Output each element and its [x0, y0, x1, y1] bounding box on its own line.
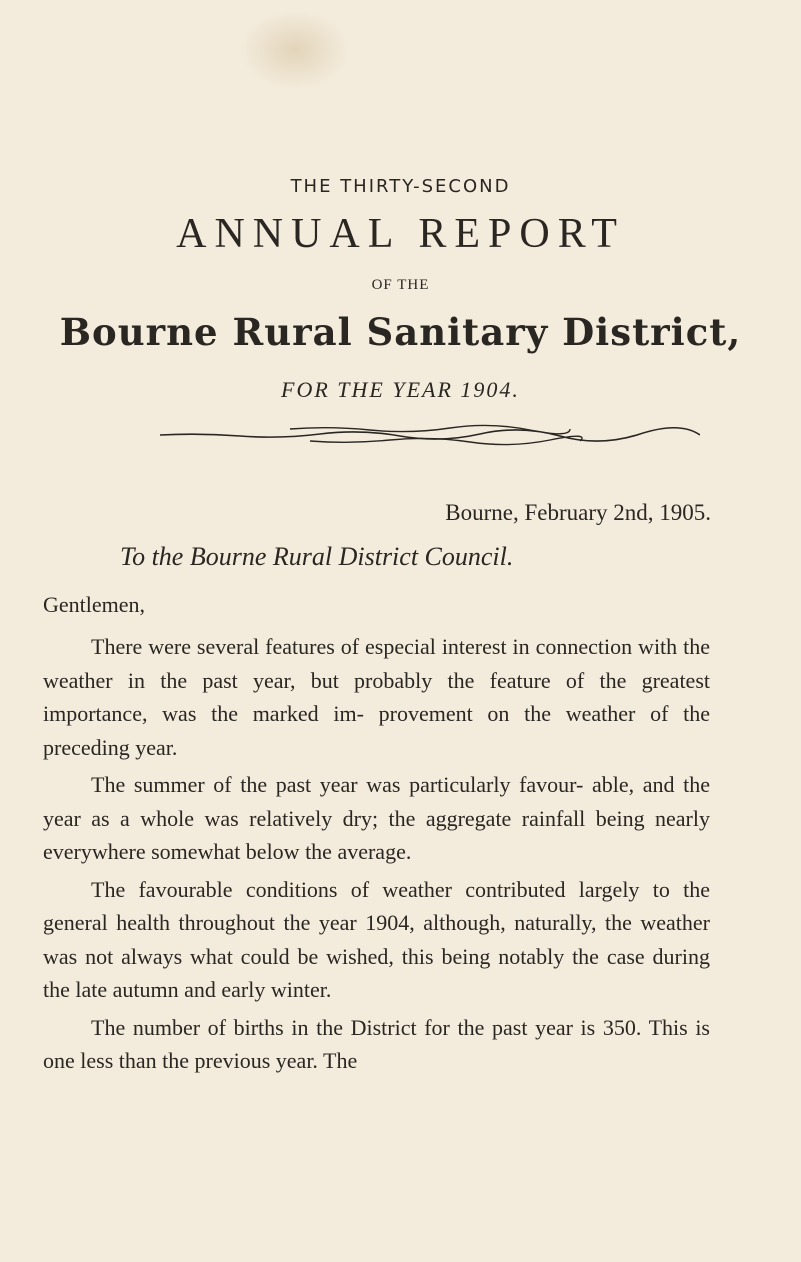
- letter-date: Bourne, February 2nd, 1905.: [445, 500, 711, 525]
- paragraph-4: The number of births in the District for the past year is 350. This is one less than the previous year. The: [43, 1014, 710, 1073]
- paragraph-2: The summer of the past year was particularly favour- able, and the year as a whole was relatively dry; the aggregate rainfall being nearly everywhere somewhat below the average.: [43, 772, 710, 864]
- letter-body: [43, 630, 710, 1082]
- heading-of-the: OF THE: [371, 277, 430, 293]
- paragraph-1: There were several features of especial interest in connection with the weather in the past year, but probably the feature of the greatest importance, was the marked im- provement on the weather of the preceding year.: [43, 634, 710, 760]
- letter-addressee: To the Bourne Rural District Council.: [120, 542, 514, 571]
- paper-stain: [240, 10, 350, 90]
- heading-ordinal: THE THIRTY-SECOND: [290, 176, 511, 197]
- letter-salutation: Gentlemen,: [43, 592, 146, 617]
- heading-year: FOR THE YEAR 1904.: [281, 377, 520, 402]
- paragraph-3: The favourable conditions of weather contributed largely to the general health throughout the year 1904, although, naturally, the weather was not always what could be wished, this being notably the case during the late autumn and early winter.: [43, 876, 710, 1002]
- heading-district: Bourne Rural Sanitary District,: [59, 310, 742, 354]
- heading-title: ANNUAL REPORT: [176, 211, 625, 257]
- ornamental-rule: [160, 420, 700, 450]
